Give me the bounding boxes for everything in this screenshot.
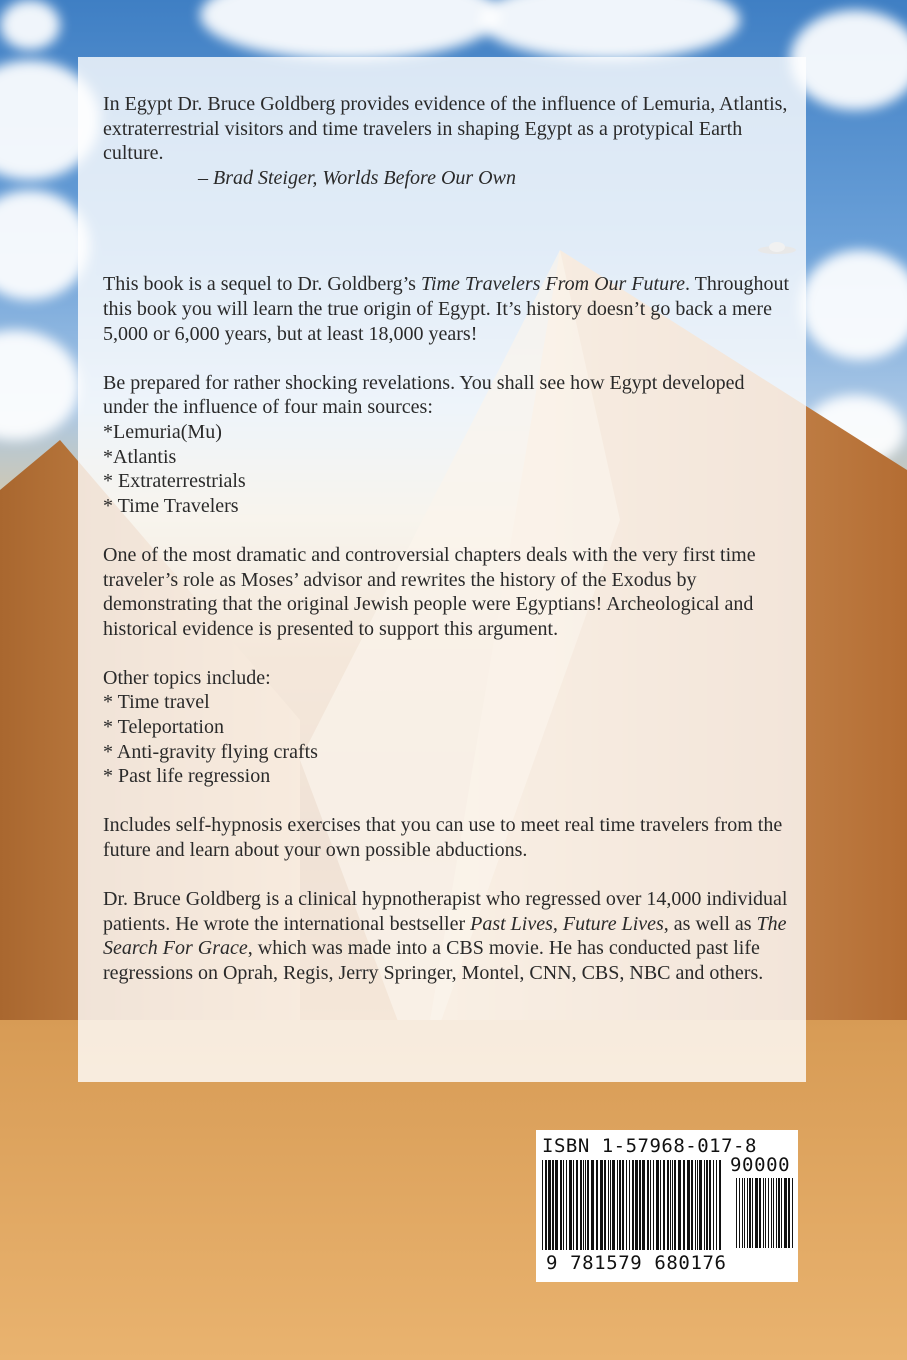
hypnosis-paragraph: Includes self-hypnosis exercises that you can use to meet real time travelers from the future and learn about your own possible abductions.: [103, 814, 783, 862]
barcode-bar: [773, 1178, 774, 1248]
barcode-bar: [713, 1160, 714, 1250]
ean-barcode: [542, 1160, 722, 1250]
barcode-bar: [765, 1178, 766, 1248]
bio-part3: , which was made into a CBS movie. He has conducted past life regressions on Oprah, Regis, Jerry Springer, Montel, CNN, CBS, NBC and others.: [103, 937, 764, 984]
source-item: *Atlantis: [103, 445, 177, 468]
barcode-bar: [687, 1160, 690, 1250]
barcode-bar: [647, 1160, 649, 1250]
barcode-bar: [545, 1160, 547, 1250]
bio-part2: , as well as: [663, 912, 757, 935]
quote-text: In Egypt Dr. Bruce Goldberg provides evidence of the influence of Lemuria, Atlantis, extraterrestrial visitors and time travelers in shaping Egypt as a protypical Earth culture.: [103, 93, 788, 165]
bio-book2: The Search For Grace: [103, 912, 787, 960]
barcode-bar: [792, 1178, 793, 1248]
barcode-bar: [663, 1160, 665, 1250]
topic-item: * Teleportation: [103, 716, 224, 739]
barcode-bar: [781, 1178, 782, 1248]
barcode-bar: [763, 1178, 764, 1248]
barcode-bar: [749, 1178, 751, 1248]
barcode-bar: [600, 1160, 603, 1250]
intro-book-title: Time Travelers From Our Future: [420, 273, 686, 296]
barcode-bar: [656, 1160, 659, 1250]
barcode-bar: [709, 1160, 711, 1250]
barcode-bar: [672, 1160, 673, 1250]
barcode-bar: [612, 1160, 615, 1250]
barcode-bar: [716, 1160, 717, 1250]
barcode-bar: [660, 1160, 661, 1250]
barcode-bar: [617, 1160, 618, 1250]
barcode-bar: [642, 1160, 645, 1250]
ean-number: 9 781579 680176: [546, 1252, 727, 1274]
barcode-bar: [608, 1160, 609, 1250]
barcode-bar: [580, 1160, 582, 1250]
barcode-bar: [674, 1160, 676, 1250]
barcode-bar: [548, 1160, 551, 1250]
barcode-bar: [619, 1160, 621, 1250]
barcode-bar: [739, 1178, 740, 1248]
barcode-bar: [542, 1160, 543, 1250]
barcode-bar: [596, 1160, 598, 1250]
barcode-bar: [678, 1160, 681, 1250]
topic-item: * Past life regression: [103, 765, 271, 788]
barcode-bar: [569, 1160, 572, 1250]
barcode-bar: [622, 1160, 624, 1250]
source-item: * Time Travelers: [103, 494, 239, 517]
topics-lead: Other topics include:: [103, 666, 271, 689]
author-bio: [103, 887, 793, 985]
barcode-bar: [560, 1160, 562, 1250]
barcode-bar: [555, 1160, 558, 1250]
barcode-bar: [788, 1178, 790, 1248]
price-barcode: [736, 1178, 794, 1248]
barcode-bar: [683, 1160, 685, 1250]
barcode-bar: [604, 1160, 606, 1250]
barcode-bar: [759, 1178, 761, 1248]
bio-part1: Dr. Bruce Goldberg is a clinical hypnotherapist who regressed over 14,000 individual patients. He wrote the international bestseller: [103, 888, 788, 935]
sources-lead: Be prepared for rather shocking revelations. You shall see how Egypt developed under the influence of four main sources:: [103, 371, 745, 419]
intro-paragraph: [103, 272, 793, 346]
topic-item: * Anti-gravity flying crafts: [103, 740, 318, 763]
barcode-bar: [639, 1160, 641, 1250]
barcode-bar: [635, 1160, 638, 1250]
barcode-bar: [670, 1160, 671, 1250]
barcode-bar: [563, 1160, 564, 1250]
barcode-bar: [752, 1178, 753, 1248]
topic-item: * Time travel: [103, 691, 210, 714]
barcode-bar: [667, 1160, 669, 1250]
barcode-bar: [591, 1160, 594, 1250]
barcode-bar: [704, 1160, 705, 1250]
barcode-bar: [747, 1178, 748, 1248]
barcode-bar: [585, 1160, 586, 1250]
barcode-bar: [629, 1160, 630, 1250]
barcode-bar: [610, 1160, 611, 1250]
barcode-bar: [632, 1160, 634, 1250]
barcode-bar: [691, 1160, 693, 1250]
barcode-bar: [778, 1178, 780, 1248]
barcode-bar: [719, 1160, 721, 1250]
source-item: * Extraterrestrials: [103, 470, 246, 493]
price-code: 90000: [730, 1154, 791, 1176]
barcode-bar: [650, 1160, 651, 1250]
barcode-bar: [626, 1160, 627, 1250]
barcode-bar: [695, 1160, 696, 1250]
barcode-bar: [552, 1160, 554, 1250]
back-cover-text: [103, 92, 793, 986]
intro-before: This book is a sequel to Dr. Goldberg’s: [103, 273, 421, 296]
isbn-label: ISBN 1-57968-017-8: [542, 1135, 757, 1157]
barcode-bar: [699, 1160, 702, 1250]
barcode-bar: [768, 1178, 769, 1248]
barcode-bar: [744, 1178, 745, 1248]
barcode-bar: [742, 1178, 743, 1248]
barcode-bar: [573, 1160, 574, 1250]
quote-attribution: – Brad Steiger, Worlds Before Our Own: [198, 166, 516, 189]
barcode-bar: [653, 1160, 654, 1250]
barcode-bar: [583, 1160, 584, 1250]
barcode-bar: [776, 1178, 777, 1248]
bio-book1: Past Lives, Future Lives: [470, 912, 664, 935]
intro-after: . Throughout this book you will learn the true origin of Egypt. It’s history doesn’t go back a mere 5,000 or 6,000 years, but at least 18,000 years!: [103, 273, 790, 345]
barcode-bar: [706, 1160, 708, 1250]
barcode-bar: [771, 1178, 772, 1248]
barcode-bar: [736, 1178, 737, 1248]
barcode-bar: [697, 1160, 698, 1250]
barcode-bar: [587, 1160, 589, 1250]
barcode-bar: [566, 1160, 567, 1250]
barcode-bar: [784, 1178, 787, 1248]
source-item: *Lemuria(Mu): [103, 420, 222, 443]
barcode-bar: [755, 1178, 758, 1248]
exodus-paragraph: One of the most dramatic and controversial chapters deals with the very first time traveler’s role as Moses’ advisor and rewrites the history of the Exodus by demonstrating that the original Jewish people were Egyptians! Archeological and historical evidence is presented to support this argument.: [103, 543, 756, 640]
barcode-bar: [576, 1160, 578, 1250]
